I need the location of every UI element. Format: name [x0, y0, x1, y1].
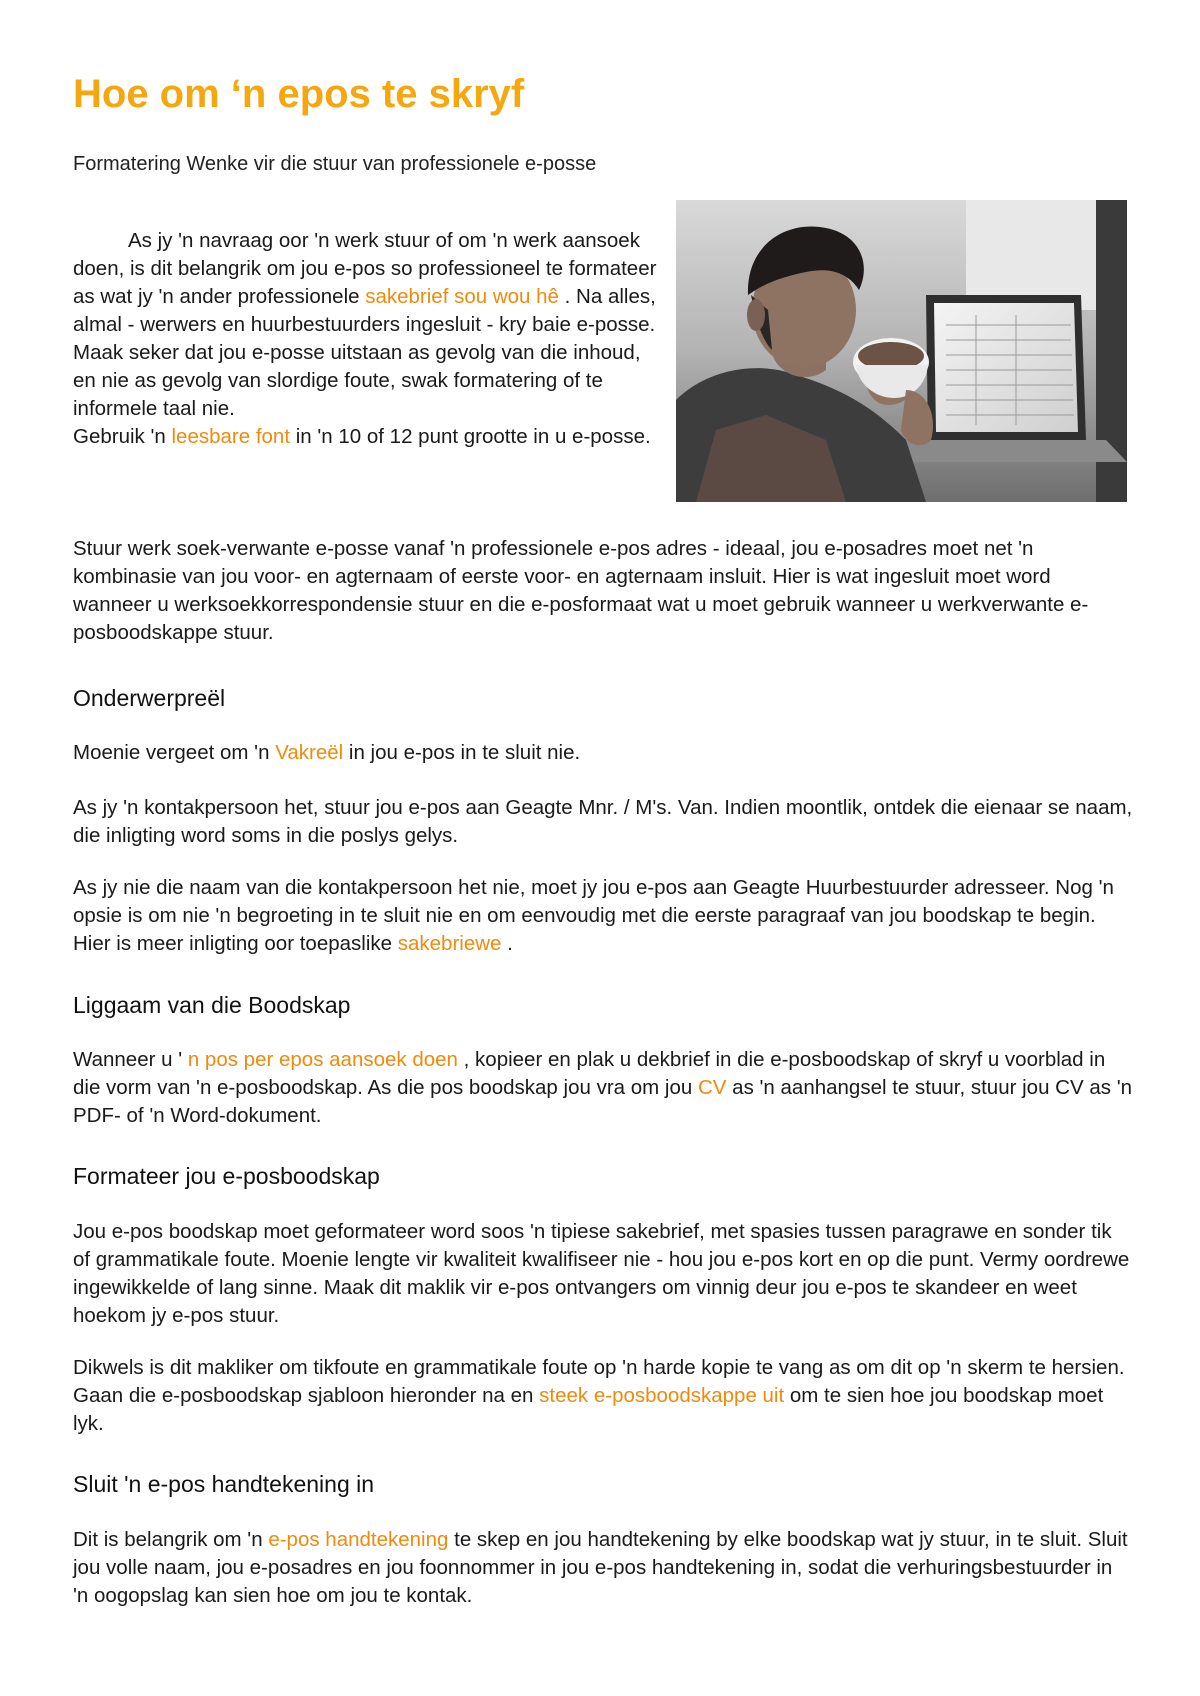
section-heading-liggaam: Liggaam van die Boodskap: [73, 992, 351, 1018]
formateer-paragraph-2: [73, 1354, 1133, 1438]
onderwerpreel-p3-block: [73, 874, 1133, 958]
stuur-block: [73, 535, 1133, 647]
link-vakreel[interactable]: Vakreël: [275, 741, 344, 764]
onderwerpreel-paragraph-3: [73, 874, 1133, 958]
intro-text-3: Gebruik 'n: [73, 425, 172, 448]
s2-text-3: as 'n aanhangsel te stuur, stuur jou CV as 'n PDF- of 'n Word-dokument.: [73, 1076, 1133, 1127]
s1-p3-text-1: As jy nie die naam van die kontakpersoon het nie, moet jy jou e-pos aan Geagte Huurbestuurder adresseer. Nog 'n opsie is om nie 'n begroeting in te sluit nie en om eenvoudig met die eerste paragraaf van jou boodskap te begin. Hier is meer inligting oor toepaslike: [73, 876, 1114, 955]
photo-illustration: [676, 200, 1127, 502]
link-steek-eposboodskappe-uit[interactable]: steek e-posboodskappe uit: [539, 1384, 785, 1407]
intro-text-2: . Na alles, almal - werwers en huurbestuurders ingesluit - kry baie e-posse. Maak seker dat jou e-posse uitstaan as gevolg van die inhoud, en nie as gevolg van slordige foute, swak formatering of te informele taal nie.: [73, 285, 656, 420]
man-drinking-coffee-at-laptop-photo: [676, 200, 1127, 502]
page-subtitle: Formatering Wenke vir die stuur van professionele e-posse: [73, 153, 597, 175]
formateer-paragraph-1: Jou e-pos boodskap moet geformateer word soos 'n tipiese sakebrief, met spasies tussen paragrawe en sonder tik of grammatikale foute. Moenie lengte vir kwaliteit kwalifiseer nie - hou jou e-pos kort en op die punt. Vermy oordrewe ingewikkelde of lang sinne. Maak dit maklik vir e-pos ontvangers om vinnig deur jou e-pos te skandeer en weet hoekom jy e-pos stuur.: [73, 1220, 1130, 1327]
onderwerpreel-paragraph-1: [73, 739, 1133, 767]
s1-p3-text-2: .: [501, 932, 513, 955]
link-leesbare-font[interactable]: leesbare font: [171, 425, 291, 448]
link-cv[interactable]: CV: [697, 1076, 727, 1099]
liggaam-paragraph-block: [73, 1046, 1133, 1130]
link-sakebrief[interactable]: sakebrief sou wou hê: [365, 285, 559, 308]
liggaam-paragraph: [73, 1046, 1133, 1130]
onderwerpreel-p2-block: [73, 794, 1133, 850]
handtekening-paragraph: [73, 1526, 1133, 1610]
s3-p2-text-2: om te sien hoe jou boodskap moet lyk.: [73, 1384, 1104, 1435]
s2-text-1: Wanneer u ': [73, 1048, 188, 1071]
intro-text-4: in 'n 10 of 12 punt grootte in u e-posse.: [290, 425, 651, 448]
s1-p1-text-2: in jou e-pos in te sluit nie.: [343, 741, 581, 764]
section-heading-handtekening: Sluit 'n e-pos handtekening in: [73, 1471, 375, 1497]
link-epos-handtekening[interactable]: e-pos handtekening: [268, 1528, 449, 1551]
formateer-p1-block: [73, 1218, 1133, 1330]
handtekening-paragraph-block: [73, 1526, 1133, 1610]
intro-paragraph: [73, 227, 663, 451]
page-title: Hoe om ‘n epos te skryf: [73, 72, 525, 116]
s4-text-1: Dit is belangrik om 'n: [73, 1528, 269, 1551]
intro-text-1: As jy 'n navraag oor 'n werk stuur of om 'n werk aansoek doen, is dit belangrik om jou e-pos so professioneel te formateer as wat jy 'n ander professionele: [73, 229, 657, 308]
section-onderwerpreel: [73, 684, 1133, 712]
link-sakebriewe[interactable]: sakebriewe: [397, 932, 502, 955]
stuur-paragraph: Stuur werk soek-verwante e-posse vanaf 'n professionele e-pos adres - ideaal, jou e-posadres moet net 'n kombinasie van jou voor- en agternaam of eerste voor- en agternaam insluit. Hier is wat ingesluit moet word wanneer u werksoekkorrespondensie stuur en die e-posformaat wat u moet gebruik wanneer u werkverwante e-posboodskappe stuur.: [73, 537, 1089, 644]
section-formateer: [73, 1162, 1133, 1190]
section-heading-formateer: Formateer jou e-posboodskap: [73, 1163, 380, 1189]
section-heading-onderwerpreel: Onderwerpreël: [73, 685, 226, 711]
section-handtekening: [73, 1470, 1133, 1498]
s1-p1-text-1: Moenie vergeet om 'n: [73, 741, 276, 764]
formateer-p2-block: [73, 1354, 1133, 1438]
s2-text-2: , kopieer en plak u dekbrief in die e-posboodskap of skryf u voorblad in die vorm van 'n e-posboodskap. As die pos boodskap jou vra om jou: [73, 1048, 1106, 1099]
s4-text-2: te skep en jou handtekening by elke boodskap wat jy stuur, in te sluit. Sluit jou volle naam, jou e-posadres en jou foonnommer in jou e-pos handtekening in, sodat die verhuringsbestuurder in 'n oogopslag kan sien hoe om jou te kontak.: [73, 1528, 1128, 1607]
onderwerpreel-paragraph-2: As jy 'n kontakpersoon het, stuur jou e-pos aan Geagte Mnr. / M's. Van. Indien moontlik, ontdek die eienaar se naam, die inligting word soms in die poslys gelys.: [73, 796, 1133, 847]
section-liggaam: [73, 991, 1133, 1019]
link-pos-per-epos[interactable]: n pos per epos aansoek doen: [187, 1048, 458, 1071]
s3-p2-text-1: Dikwels is dit makliker om tikfoute en grammatikale foute op 'n harde kopie te vang as om dit op 'n skerm te hersien. Gaan die e-posboodskap sjabloon hieronder na en: [73, 1356, 1125, 1407]
onderwerpreel-p1-block: [73, 739, 1133, 767]
